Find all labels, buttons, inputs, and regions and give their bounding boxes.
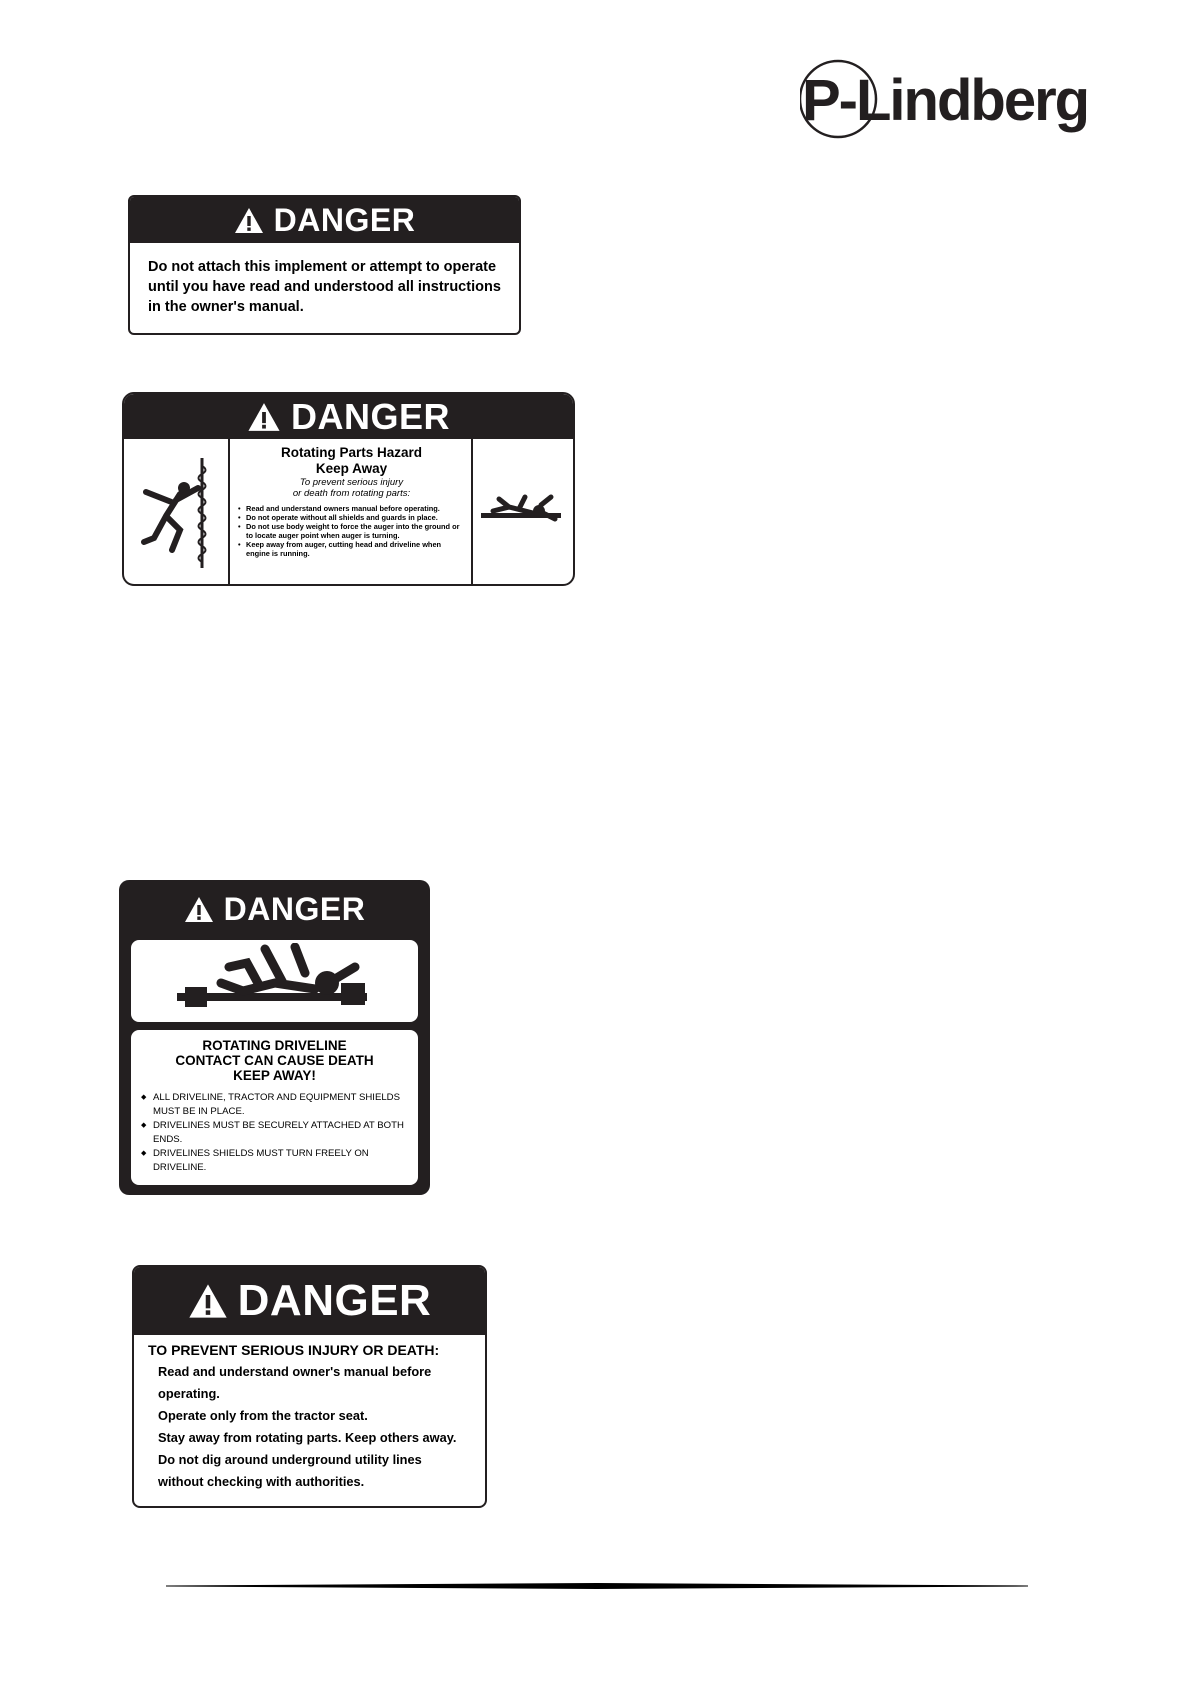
sign-line: until you have read and understood all instructions bbox=[148, 279, 501, 295]
warning-triangle-icon bbox=[247, 402, 281, 432]
sign-line: Read and understand owner's manual before bbox=[158, 1364, 432, 1379]
sign-title: TO PREVENT SERIOUS INJURY OR DEATH: bbox=[148, 1342, 440, 1358]
danger-header bbox=[130, 197, 519, 243]
sign-line: Do not attach this implement or attempt to operate bbox=[148, 259, 497, 275]
list-item: • Keep away from auger, cutting head and driveline when engine is running. bbox=[238, 540, 465, 558]
warning-triangle-icon bbox=[184, 896, 214, 923]
footer-divider bbox=[166, 1583, 1028, 1589]
danger-header-text: DANGER bbox=[237, 1276, 432, 1325]
sign-line: operating. bbox=[158, 1386, 220, 1401]
list-item: ◆ DRIVELINES SHIELDS MUST TURN FREELY ON DRIVELINE. bbox=[141, 1147, 408, 1175]
sign-subtitle: or death from rotating parts: bbox=[292, 488, 411, 499]
danger-header-text: DANGER bbox=[273, 201, 416, 238]
danger-header-text: DANGER bbox=[223, 890, 366, 927]
list-item: • Do not use body weight to force the auger into the ground or to locate auger point when auger is turning. bbox=[238, 522, 465, 540]
list-item: ◆ DRIVELINES MUST BE SECURELY ATTACHED AT BOTH ENDS. bbox=[141, 1119, 408, 1147]
sign-line: Stay away from rotating parts. Keep others away. bbox=[158, 1430, 457, 1445]
list-item: • Do not operate without all shields and guards in place. bbox=[238, 513, 465, 522]
danger-header bbox=[134, 1267, 485, 1335]
sign-title: Rotating Parts Hazard bbox=[280, 445, 423, 460]
danger-sign-rotating-driveline bbox=[119, 880, 430, 1195]
sign-line: Operate only from the tractor seat. bbox=[158, 1408, 368, 1423]
danger-sign-prevent-injury bbox=[132, 1265, 487, 1508]
sign-line: Do not dig around underground utility lines bbox=[158, 1452, 422, 1467]
danger-sign-read-manual bbox=[128, 195, 521, 335]
danger-sign-rotating-parts bbox=[122, 392, 575, 586]
warning-triangle-icon bbox=[234, 207, 264, 234]
danger-header bbox=[124, 394, 573, 439]
person-entangled-driveline-icon bbox=[473, 439, 573, 586]
sign-line: without checking with authorities. bbox=[158, 1474, 365, 1489]
sign-line: in the owner's manual. bbox=[148, 299, 304, 315]
sign-title: Keep Away bbox=[315, 461, 388, 476]
person-entangled-driveline-icon bbox=[131, 940, 418, 1022]
company-logo bbox=[800, 56, 1100, 142]
sign-title: KEEP AWAY! bbox=[233, 1068, 316, 1083]
svg-text:P-Lindberg: P-Lindberg bbox=[802, 68, 1089, 133]
person-caught-auger-icon bbox=[124, 439, 230, 586]
danger-header-text: DANGER bbox=[290, 395, 450, 437]
sign-subtitle: To prevent serious injury bbox=[299, 477, 404, 488]
warning-triangle-icon bbox=[188, 1283, 228, 1319]
sign-title: CONTACT CAN CAUSE DEATH bbox=[175, 1053, 374, 1068]
list-item: • Read and understand owners manual before operating. bbox=[238, 504, 465, 513]
list-item: ◆ ALL DRIVELINE, TRACTOR AND EQUIPMENT SHIELDS MUST BE IN PLACE. bbox=[141, 1091, 408, 1119]
danger-header bbox=[131, 880, 418, 938]
sign-title: ROTATING DRIVELINE bbox=[202, 1038, 347, 1053]
